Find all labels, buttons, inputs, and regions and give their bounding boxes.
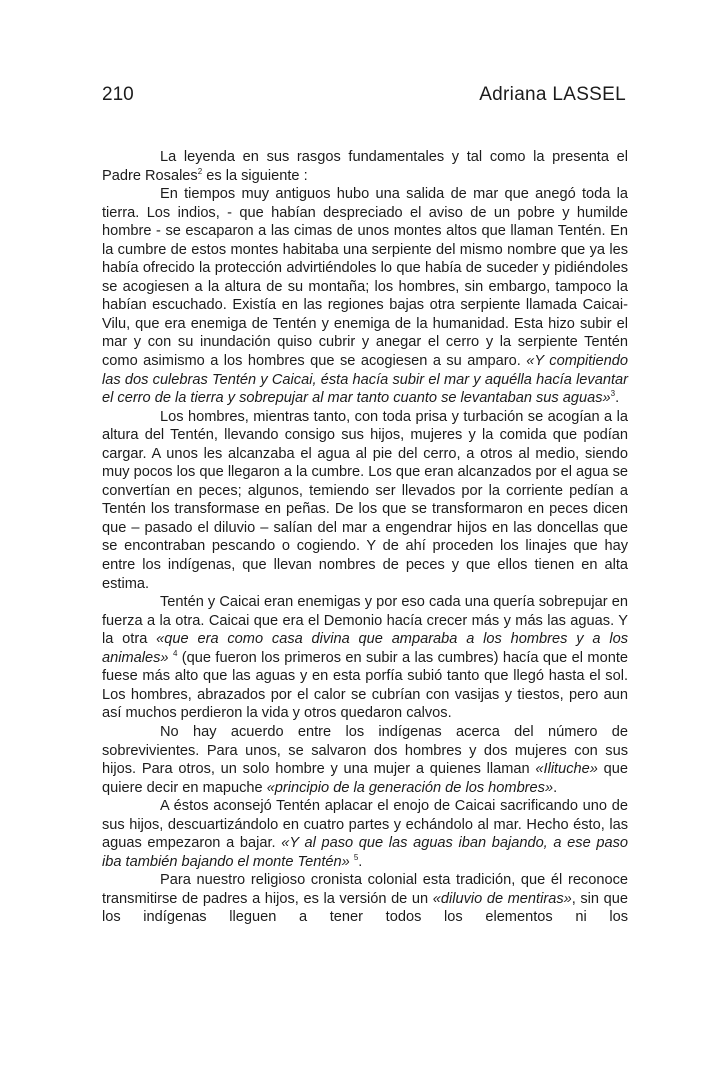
text-run: La leyenda en sus rasgos fundamentales y tal como la presenta el Padre Rosales xyxy=(102,149,628,184)
text-run: En tiempos muy antiguos hubo una salida de mar que anegó toda la tierra. Los indios, - que habían despreciado el aviso de un pobre y humilde hombre - se escaparon a las cimas de unos montes altos que llaman Tentén. En la cumbre de estos montes habitaba una serpiente del mismo nombre que ya les había ofrecido la protección advirtiéndoles lo que había de suceder y pidiéndoles se acogiesen a la altura de su montaña; los hombres, sin embargo, tampoco la habían escuchado. Existía en las regiones bajas otra serpiente llamada Caicai-Vilu, que era enemiga de Tentén y enemiga de la humanidad. Esta hizo subir el mar y con su inundación quiso cubrir y anegar el cerro y la serpiente Tentén como asimismo a los hombres que se acogiesen a su amparo. xyxy=(102,186,628,370)
text-run: que quiere decir en mapuche xyxy=(102,761,629,796)
paragraph-7 xyxy=(102,871,628,927)
paragraph-4 xyxy=(102,593,628,723)
text-run: . xyxy=(553,779,558,796)
running-head-author: Adriana LASSEL xyxy=(479,84,626,105)
paragraph-3 xyxy=(102,408,628,593)
text-run: es la siguiente : xyxy=(202,167,308,184)
text-run: . xyxy=(615,390,620,407)
text-run: Los hombres, mientras tanto, con toda prisa y turbación se acogían a la altura del Tentén, llevando consigo sus hijos, mujeres y la comida que podían cargar. A unos les alcanzaba el agua al pie del cerro, a otros al medio, siendo muy pocos los que llegaron a la cumbre. Los que eran alcanzados por el agua se convertían en peces; algunos, temiendo ser llevados por la corriente pedían a Tentén los transformase en peñas. De los que se transformaron en peces dicen que – pasado el diluvio – salían del mar a engendrar hijos en las doncellas que se encontraban pescando o cogiendo. Y de ahí proceden los linajes que hay entre los indígenas, que llevan nombres de peces y que ellos tienen en alta estima. xyxy=(102,408,628,592)
text-run: No hay acuerdo entre los indígenas acerca del número de sobrevivientes. Para unos, se salvaron dos hombres y dos mujeres con sus hijos. Para otros, un solo hombre y una mujer a quienes llaman xyxy=(102,723,628,778)
footnote-marker: 4 xyxy=(172,648,178,658)
quotation-italic: «que era como casa divina que amparaba a los hombres y a los animales» xyxy=(102,631,628,666)
paragraph-5 xyxy=(102,723,628,797)
footnote-marker: 3 xyxy=(610,389,616,399)
paragraph-1 xyxy=(102,148,628,185)
footnote-marker: 2 xyxy=(197,166,203,176)
footnote-marker: 5 xyxy=(353,852,359,862)
quotation-italic: «Ilituche» xyxy=(535,761,598,778)
text-run: . xyxy=(358,853,363,870)
text-run: Para nuestro religioso cronista colonial esta tradición, que él reconoce transmitirse de padres a hijos, es la versión de un xyxy=(102,872,628,907)
paragraph-6 xyxy=(102,797,628,871)
text-run: , sin que los indígenas lleguen a tener todos los elementos ni los xyxy=(102,890,628,926)
page-number: 210 xyxy=(102,84,134,105)
text-run: Tentén y Caicai eran enemigas y por eso cada una quería sobrepujar en fuerza a la otra. Caicai que era el Demonio hacía crecer más y más las aguas. Y la otra xyxy=(102,594,628,648)
text-run: (que fueron los primeros en subir a las cumbres) hacía que el monte fuese más alto que las aguas y en esta porfía subió tanto que llegó hasta el sol. Los hombres, abrazados por el calor se cubrían con vasijas y tiestos, pero aun así muchos perdieron la vida y otros quedaron calvos. xyxy=(102,649,628,722)
text-run: A éstos aconsejó Tentén aplacar el enojo de Caicai sacrificando uno de sus hijos, descuartizándolo en cuatro partes y echándolo al mar. Hecho ésto, las aguas empezaron a bajar. xyxy=(102,798,628,852)
paragraph-2 xyxy=(102,185,628,408)
quotation-italic: «diluvio de mentiras» xyxy=(432,890,572,907)
body-text xyxy=(102,148,628,927)
quotation-italic: «principio de la generación de los hombres» xyxy=(266,779,554,796)
quotation-italic: «Y compitiendo las dos culebras Tentén y Caicai, ésta hacía subir el mar y aquélla hacía levantar el cerro de la tierra y sobrepujar al mar tanto cuanto se levantaban sus aguas» xyxy=(102,353,628,407)
quotation-italic: «Y al paso que las aguas iban bajando, a ese paso iba también bajando el monte Tentén» xyxy=(102,835,628,870)
page-header xyxy=(102,82,626,108)
